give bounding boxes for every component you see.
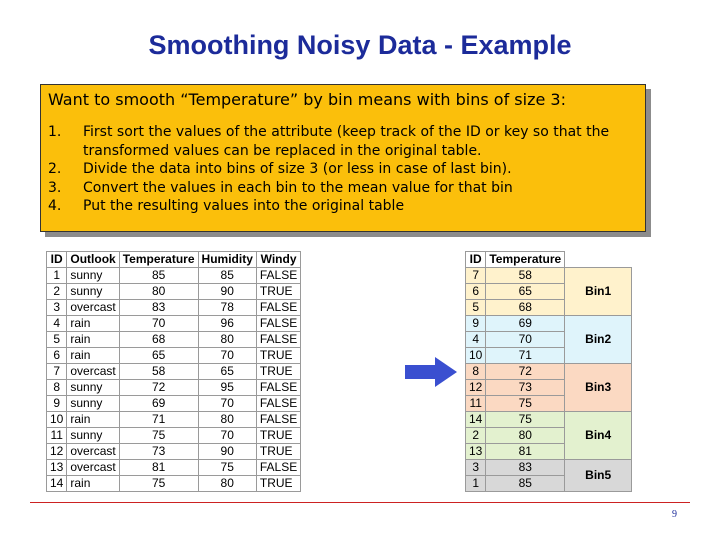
table-row: [47, 428, 301, 444]
table-header-row: [47, 252, 301, 268]
step-number: 2.: [48, 161, 62, 177]
footer-divider: [30, 502, 690, 503]
column-header: ID: [47, 252, 67, 268]
table-cell: 58: [486, 268, 565, 284]
bin-label: Bin2: [565, 316, 632, 364]
table-row: [466, 268, 632, 284]
table-cell: 75: [119, 476, 198, 492]
table-cell: 78: [198, 300, 256, 316]
table-cell: 11: [47, 428, 67, 444]
table-cell: FALSE: [256, 300, 300, 316]
step-text: First sort the values of the attribute (keep track of the ID or key so that the transformed values can be replaced in the original table.: [83, 124, 610, 159]
table-cell: 75: [486, 396, 565, 412]
table-cell: 9: [466, 316, 486, 332]
table-cell: TRUE: [256, 428, 300, 444]
table-cell: 72: [486, 364, 565, 380]
table-row: [47, 332, 301, 348]
table-cell: 13: [47, 460, 67, 476]
table-cell: 4: [466, 332, 486, 348]
table-row: [466, 460, 632, 476]
bin-header-spacer: [565, 252, 632, 268]
table-cell: TRUE: [256, 284, 300, 300]
table-cell: 80: [198, 332, 256, 348]
table-cell: 7: [466, 268, 486, 284]
table-cell: 90: [198, 444, 256, 460]
column-header: Windy: [256, 252, 300, 268]
table-cell: 7: [47, 364, 67, 380]
bin-label: Bin3: [565, 364, 632, 412]
box-intro: Want to smooth “Temperature” by bin means with bins of size 3:: [48, 90, 566, 109]
table-cell: 85: [198, 268, 256, 284]
table-cell: overcast: [67, 300, 119, 316]
table-cell: 3: [466, 460, 486, 476]
table-cell: 2: [466, 428, 486, 444]
table-cell: 72: [119, 380, 198, 396]
table-cell: TRUE: [256, 476, 300, 492]
step-number: 3.: [48, 179, 62, 196]
table-row: [47, 412, 301, 428]
step-item: [48, 179, 643, 198]
table-cell: 70: [198, 428, 256, 444]
table-row: [47, 364, 301, 380]
table-cell: 83: [486, 460, 565, 476]
instruction-box: [40, 84, 646, 232]
page-number: 9: [672, 509, 677, 520]
table-cell: 6: [466, 284, 486, 300]
table-cell: FALSE: [256, 396, 300, 412]
table-cell: rain: [67, 412, 119, 428]
table-cell: 90: [198, 284, 256, 300]
table-cell: sunny: [67, 428, 119, 444]
table-cell: 83: [119, 300, 198, 316]
bin-label: Bin4: [565, 412, 632, 460]
table-cell: TRUE: [256, 348, 300, 364]
step-number: 4.: [48, 198, 62, 214]
table-header-row: [466, 252, 632, 268]
table-cell: 75: [119, 428, 198, 444]
table-cell: 68: [486, 300, 565, 316]
table-cell: rain: [67, 332, 119, 348]
table-cell: 69: [486, 316, 565, 332]
table-cell: rain: [67, 476, 119, 492]
table-cell: 12: [466, 380, 486, 396]
table-cell: 6: [47, 348, 67, 364]
table-cell: 80: [198, 476, 256, 492]
table-cell: 70: [119, 316, 198, 332]
table-cell: 10: [466, 348, 486, 364]
table-cell: FALSE: [256, 380, 300, 396]
table-cell: FALSE: [256, 268, 300, 284]
table-cell: 73: [119, 444, 198, 460]
table-cell: 95: [198, 380, 256, 396]
table-row: [466, 316, 632, 332]
table-cell: 5: [466, 300, 486, 316]
bin-label: Bin5: [565, 460, 632, 492]
table-cell: 14: [466, 412, 486, 428]
table-cell: 75: [198, 460, 256, 476]
table-cell: sunny: [67, 380, 119, 396]
table-cell: overcast: [67, 364, 119, 380]
table-row: [47, 268, 301, 284]
table-cell: sunny: [67, 396, 119, 412]
table-cell: 73: [486, 380, 565, 396]
table-cell: FALSE: [256, 412, 300, 428]
table-row: [47, 444, 301, 460]
table-cell: 8: [47, 380, 67, 396]
table-cell: rain: [67, 348, 119, 364]
table-cell: 1: [466, 476, 486, 492]
table-cell: 65: [119, 348, 198, 364]
table-cell: 70: [198, 348, 256, 364]
step-text: Convert the values in each bin to the mean value for that bin: [83, 179, 513, 196]
column-header: Temperature: [486, 252, 565, 268]
table-cell: 80: [198, 412, 256, 428]
sorted-bins-table: [465, 251, 632, 492]
table-row: [47, 300, 301, 316]
table-cell: 71: [119, 412, 198, 428]
table-cell: 80: [486, 428, 565, 444]
right-arrow-icon: [405, 357, 457, 387]
table-cell: 11: [466, 396, 486, 412]
table-cell: overcast: [67, 444, 119, 460]
table-cell: 71: [486, 348, 565, 364]
weather-data-table: [46, 251, 301, 492]
column-header: Humidity: [198, 252, 256, 268]
column-header: Outlook: [67, 252, 119, 268]
step-text: Put the resulting values into the original table: [83, 198, 405, 214]
table-cell: 1: [47, 268, 67, 284]
table-row: [47, 348, 301, 364]
table-cell: 2: [47, 284, 67, 300]
table-row: [47, 476, 301, 492]
step-item: [48, 160, 643, 179]
table-cell: 68: [119, 332, 198, 348]
table-cell: 80: [119, 284, 198, 300]
table-cell: 81: [119, 460, 198, 476]
table-cell: 8: [466, 364, 486, 380]
table-cell: 75: [486, 412, 565, 428]
step-item: [48, 123, 643, 160]
table-cell: TRUE: [256, 444, 300, 460]
table-cell: sunny: [67, 284, 119, 300]
table-row: [466, 412, 632, 428]
table-row: [47, 460, 301, 476]
table-cell: 12: [47, 444, 67, 460]
table-row: [466, 364, 632, 380]
table-cell: 70: [486, 332, 565, 348]
table-cell: FALSE: [256, 316, 300, 332]
table-cell: 81: [486, 444, 565, 460]
table-row: [47, 380, 301, 396]
table-cell: sunny: [67, 268, 119, 284]
table-row: [47, 316, 301, 332]
table-cell: 13: [466, 444, 486, 460]
table-cell: 5: [47, 332, 67, 348]
step-list: [48, 123, 643, 216]
table-cell: TRUE: [256, 364, 300, 380]
bin-label: Bin1: [565, 268, 632, 316]
table-cell: 14: [47, 476, 67, 492]
table-cell: 96: [198, 316, 256, 332]
table-cell: 85: [119, 268, 198, 284]
table-cell: 4: [47, 316, 67, 332]
table-row: [47, 396, 301, 412]
table-cell: 85: [486, 476, 565, 492]
step-text: Divide the data into bins of size 3 (or less in case of last bin).: [83, 161, 512, 177]
slide-title: Smoothing Noisy Data - Example: [148, 30, 572, 60]
table-cell: FALSE: [256, 332, 300, 348]
table-cell: FALSE: [256, 460, 300, 476]
table-cell: 9: [47, 396, 67, 412]
table-cell: 3: [47, 300, 67, 316]
table-cell: rain: [67, 316, 119, 332]
table-cell: 70: [198, 396, 256, 412]
table-cell: overcast: [67, 460, 119, 476]
table-cell: 65: [198, 364, 256, 380]
table-cell: 65: [486, 284, 565, 300]
table-cell: 58: [119, 364, 198, 380]
step-number: 1.: [48, 124, 62, 140]
column-header: ID: [466, 252, 486, 268]
table-cell: 69: [119, 396, 198, 412]
table-row: [47, 284, 301, 300]
table-cell: 10: [47, 412, 67, 428]
column-header: Temperature: [119, 252, 198, 268]
step-item: [48, 197, 643, 216]
